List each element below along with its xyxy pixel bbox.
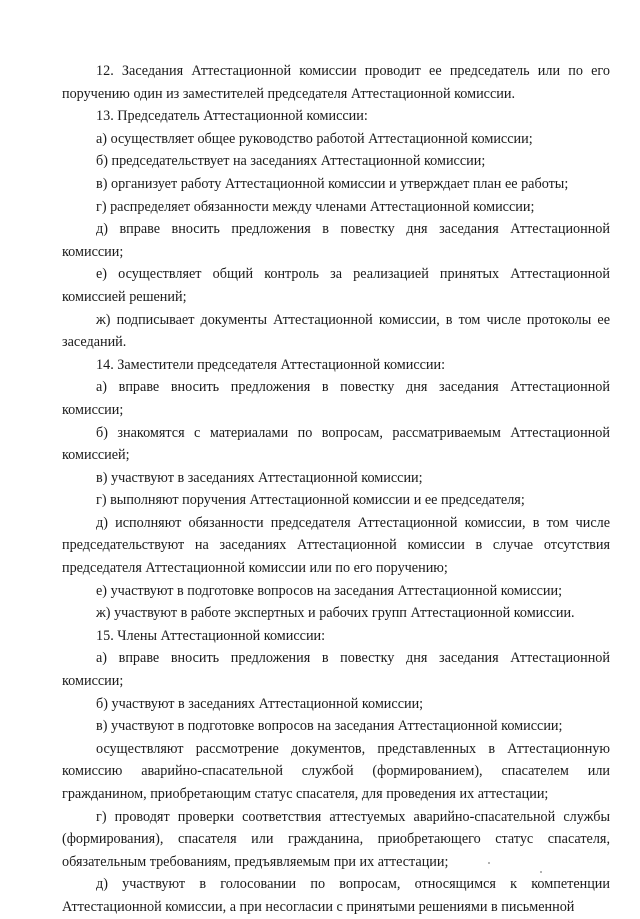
paragraph-14-heading: 14. Заместители председателя Аттестационной комиссии:: [96, 356, 446, 373]
list-item-13zh: ж) подписывает документы Аттестационной комиссии, в том числе протоколы ее заседаний.: [62, 311, 610, 351]
paragraph-15-heading: 15. Члены Аттестационной комиссии:: [96, 627, 326, 644]
scan-speck: [488, 862, 490, 864]
list-item-14b: б) знакомятся с материалами по вопросам, рассматриваемым Аттестационной комиссией;: [62, 424, 610, 464]
list-item-15g: г) проводят проверки соответствия аттестуемых аварийно-спасательной службы (формирования), спасателя или гражданина, приобретающего статус спасателя, обязательным требованиям, предъявляемым при их аттестации;: [62, 808, 610, 870]
paragraph-12: 12. Заседания Аттестационной комиссии проводит ее председатель или по его поручению один из заместителей председателя Аттестационной комиссии.: [62, 63, 610, 102]
list-item-14g: г) выполняют поручения Аттестационной комиссии и ее председателя;: [96, 492, 525, 509]
scan-speck: [540, 871, 542, 873]
list-item-13e: е) осуществляет общий контроль за реализацией принятых Аттестационной комиссией решений;: [62, 266, 610, 305]
list-item-13v: в) организует работу Аттестационной комиссии и утверждает план ее работы;: [96, 175, 569, 192]
list-item-15b: б) участвуют в заседаниях Аттестационной комиссии;: [96, 695, 424, 712]
list-item-14e: е) участвуют в подготовке вопросов на заседания Аттестационной комиссии;: [96, 582, 563, 599]
list-item-14v: в) участвуют в заседаниях Аттестационной комиссии;: [96, 469, 423, 486]
list-item-15a: а) вправе вносить предложения в повестку дня заседания Аттестационной комиссии;: [62, 650, 610, 690]
paragraph-13-heading: 13. Председатель Аттестационной комиссии:: [96, 108, 368, 125]
list-item-14a: а) вправе вносить предложения в повестку дня заседания Аттестационной комиссии;: [62, 379, 610, 418]
list-item-14d: д) исполняют обязанности председателя Аттестационной комиссии, в том числе председательствуют на заседаниях Аттестационной комиссии в случае отсутствия председателя Аттестационной комиссии или по его поручению;: [62, 514, 610, 577]
list-item-13g: г) распределяет обязанности между членами Аттестационной комиссии;: [96, 198, 535, 215]
list-item-13b: б) председательствует на заседаниях Аттестационной комиссии;: [96, 153, 486, 170]
list-item-15d: д) участвуют в голосовании по вопросам, относящимся к компетенции Аттестационной комиссии, а при несогласии с принятыми решениями в письменной: [62, 876, 610, 915]
list-item-13d: д) вправе вносить предложения в повестку дня заседания Аттестационной комиссии;: [62, 221, 610, 260]
list-item-13a: а) осуществляет общее руководство работой Аттестационной комиссии;: [96, 130, 533, 147]
list-item-14zh: ж) участвуют в работе экспертных и рабочих групп Аттестационной комиссии.: [96, 605, 575, 622]
list-item-15-unlabeled: осуществляют рассмотрение документов, представленных в Аттестационную комиссию аварийно-спасательной службой (формированием), спасателем или гражданином, приобретающим статус спасателя, для проведения их аттестации;: [62, 740, 610, 802]
list-item-15v: в) участвуют в подготовке вопросов на заседания Аттестационной комиссии;: [96, 718, 563, 735]
